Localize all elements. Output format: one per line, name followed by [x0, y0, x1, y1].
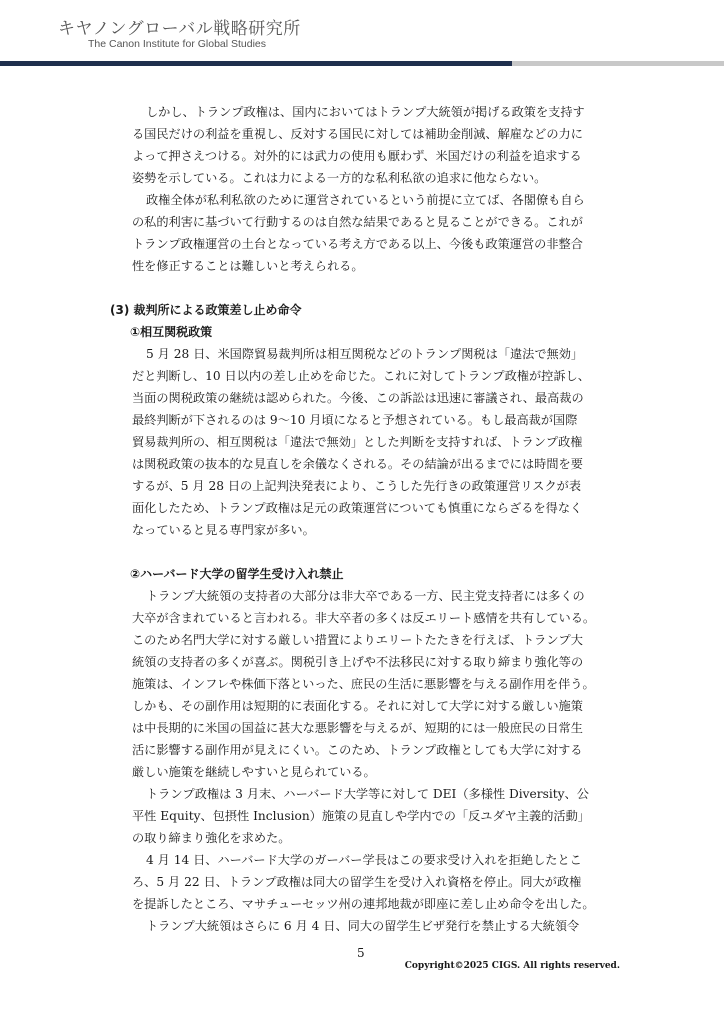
- subsection-heading: ①相互関税政策: [130, 325, 213, 339]
- page-header: [0, 0, 724, 70]
- text-line: る国民だけの利益を重視し、反対する国民に対しては補助金削減、解雇などの力に: [132, 127, 583, 141]
- text-line: このため名門大学に対する厳しい措置によりエリートたたきを行えば、トランプ大: [132, 633, 583, 647]
- text-line: 5 月 28 日、米国際貿易裁判所は相互関税などのトランプ関税は「違法で無効」: [146, 347, 584, 361]
- text-line: 施策は、インフレや株価下落といった、庶民の生活に悪影響を与える副作用を伴う。: [132, 677, 595, 691]
- copyright-notice: Copyright©2025 CIGS. All rights reserved.: [404, 961, 620, 971]
- page-number: 5: [357, 946, 365, 960]
- text-line: 最終判断が下されるのは 9〜10 月頃になると予想されている。もし最高裁が国際: [132, 413, 578, 427]
- text-line: 統領の支持者の多くが喜ぶ。関税引き上げや不法移民に対する取り締まり強化等の: [132, 655, 584, 669]
- text-line: の私的利害に基づいて行動するのは自然な結果であると見ることができる。これが: [132, 215, 583, 229]
- text-line: 活に影響する副作用が見えにくい。このため、トランプ政権としても大学に対する: [132, 743, 583, 757]
- text-line: トランプ大統領の支持者の大部分は非大卒である一方、民主党支持者には多くの: [146, 589, 585, 603]
- text-line: 平性 Equity、包摂性 Inclusion）施策の見直しや学内での「反ユダヤ主義的活動」: [132, 809, 590, 823]
- text-line: しかも、その副作用は短期的に表面化する。それに対して大学に対する厳しい施策: [132, 699, 583, 713]
- text-line: の取り締まり強化を求めた。: [132, 831, 291, 845]
- text-line: よって押さえつける。対外的には武力の使用も厭わず、米国だけの利益を追求する: [132, 149, 582, 163]
- text-line: 姿勢を示している。これは力による一方的な私利私欲の追求に他ならない。: [132, 171, 547, 185]
- text-line: 4 月 14 日、ハーバード大学のガーバー学長はこの要求受け入れを拒絶したとこ: [146, 853, 582, 867]
- header-rule-dark: [0, 61, 512, 66]
- text-line: ろ、5 月 22 日、トランプ政権は同大の留学生を受け入れ資格を停止。同大が政権: [132, 875, 582, 889]
- section-heading: (3) 裁判所による政策差し止め命令: [110, 303, 302, 317]
- text-line: は関税政策の抜本的な見直しを余儀なくされる。その結論が出るまでには時間を要: [132, 457, 583, 471]
- text-line: 面化したため、トランプ政権は足元の政策運営についても慎重にならざるを得なく: [132, 501, 583, 515]
- subsection-heading: ②ハーバード大学の留学生受け入れ禁止: [130, 567, 344, 581]
- text-line: トランプ大統領はさらに 6 月 4 日、同大の留学生ビザ発行を禁止する大統領令: [146, 919, 580, 933]
- text-line: 政権全体が私利私欲のために運営されているという前提に立てば、各閣僚も自ら: [146, 193, 585, 207]
- text-line: は中長期的に米国の国益に甚大な悪影響を与えるが、短期的には一般庶民の日常生: [132, 721, 583, 735]
- text-line: するが、5 月 28 日の上記判決発表により、こうした先行きの政策運営リスクが表: [132, 479, 582, 493]
- text-line: しかし、トランプ政権は、国内においてはトランプ大統領が掲げる政策を支持す: [146, 105, 585, 119]
- text-line: 大卒が含まれていると言われる。非大卒者の多くは反エリート感情を共有している。: [132, 611, 596, 625]
- header-rule-light: [512, 61, 724, 66]
- text-line: 当面の関税政策の継続は認められた。今後、この訴訟は迅速に審議され、最高裁の: [132, 391, 584, 405]
- text-line: を提訴したところ、マサチューセッツ州の連邦地裁が即座に差し止め命令を出した。: [132, 897, 595, 911]
- text-line: トランプ政権運営の土台となっている考え方である以上、今後も政策運営の非整合: [132, 237, 583, 251]
- text-line: 厳しい施策を継続しやすいと見られている。: [132, 765, 376, 779]
- text-line: 貿易裁判所の、相互関税は「違法で無効」とした判断を支持すれば、トランプ政権: [132, 435, 583, 449]
- text-line: 性を修正することは難しいと考えられる。: [132, 259, 364, 273]
- org-name-japanese: キヤノングローバル戦略研究所: [58, 19, 301, 39]
- text-line: だと判断し、10 日以内の差し止めを命じた。これに対してトランプ政権が控訴し、: [132, 369, 590, 383]
- text-line: なっていると見る専門家が多い。: [132, 523, 315, 537]
- org-name-english: The Canon Institute for Global Studies: [88, 38, 267, 50]
- text-line: トランプ政権は 3 月末、ハーバード大学等に対して DEI（多様性 Diversity、公: [146, 787, 589, 801]
